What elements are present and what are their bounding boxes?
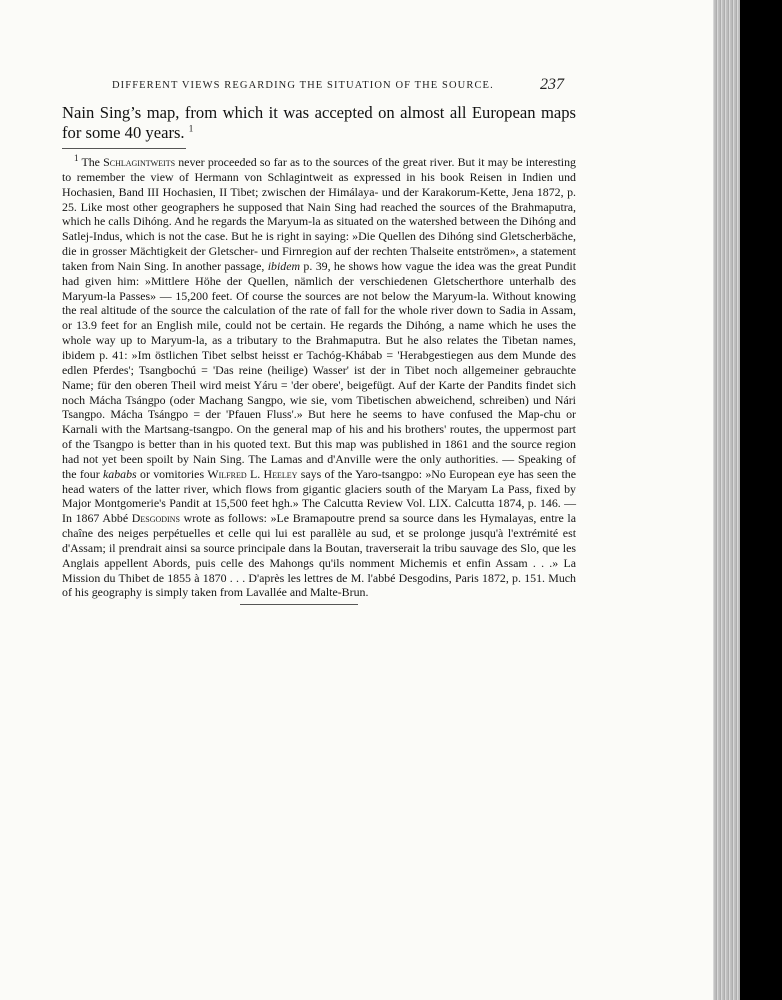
running-title: DIFFERENT VIEWS REGARDING THE SITUATION OF THE SOURCE.	[112, 80, 494, 91]
footnote-marker: 1	[74, 153, 79, 164]
footnote	[62, 155, 576, 600]
footnote-rule	[62, 148, 186, 149]
body-paragraph-text: Nain Sing’s map, from which it was accepted on almost all European maps for some 40 years.	[62, 103, 576, 142]
footnote-ibidem: ibidem	[267, 258, 301, 273]
footnote-author-desgodins: Desgodins	[131, 511, 180, 526]
footnote-text-part-5: wrote as follows: »Le Bramapoutre prend sa source dans les Hymalayas, entre la chaîne des neiges perpétuelles et celle qui lui est parallèle au sud, et se prolonge jusqu'à l'extrémité est d'Assam; il prendrait ainsi sa source principale dans la Boutan, traverserait la tribu sauvage des Slo, que les Anglais appellent Abords, puis celle des Mahongs qu'ils nomment Michemis et enfin Assam . . .» La Mission du Thibet de 1855 à 1870 . . . D'après les lettres de M. l'abbé Desgodins, Paris 1872, p. 151. Much of his geography is simply taken from Lavallée and Malte-Brun.	[62, 511, 576, 600]
footnote-text-part-1: never proceeded so far as to the sources of the great river. But it may be interesting to remember the view of Hermann von Schlagintweit as expressed in his book Reisen in Indien und Hochasien, Band III Hochasien, II Tibet; zwischen der Himálaya- und der Karakorum-Kette, Jena 1872, p. 25. Like most other geographers he supposed that Nain Sing had reached the sources of the Brahmaputra, which he calls Dihóng. And he regards the Maryum-la as situated on the watershed between the Dihóng and Satlej-Indus, which is not the case. But he is right in saying: »Die Quellen des Dihóng sind Gletscherbäche, die in grosser Mächtigkeit der Gletscher- und Firnregion auf der rechten Thalseite entströmen», a statement taken from Nain Sing. In another passage,	[62, 155, 576, 273]
footnote-text-part-3: or vomitories	[136, 466, 208, 481]
footnote-reference: 1	[188, 123, 194, 134]
page-number: 237	[540, 76, 564, 93]
footnote-author-heeley: Wilfred L. Heeley	[207, 466, 298, 481]
section-end-rule	[240, 604, 358, 605]
body-paragraph	[62, 103, 576, 143]
footnote-kababs: kababs	[102, 466, 137, 481]
footnote-paragraph: $^1$ The Schlagintweits never proceeded so far as to the sources of the great river. But it may be interesting to remember the view of Hermann von Schlagintweit as expressed in his book Reisen in Indien und Hochasien, Band III Hochasien, II Tibet; zwischen der Himálaya- und der Karakorum-Kette, Jena 1872, p. 25. Like most other geographers he supposed that Nain Sing had reached the sources of the Brahmaputra, which he calls Dihóng. And he regards the Maryum-la as situated on the watershed between the Dihóng and Satlej-Indus, which is not the case. But he is right in saying: »Die Quellen des Dihóng sind Gletscherbäche, die in grosser Mächtigkeit der Gletscher- und Firnregion auf der rechten Thalseite entströmen», a statement taken from Nain Sing. In another passage, ibidem p. 39, he shows how vague the idea was the great Pundit had given him: »Mittlere Höhe der Quellen, nämlich der verschiedenen Gletscherthore unterhalb des Maryum-la Passes» — 15,200 feet. Of course the sources are not below the Maryum-la. Without knowing the real altitude of the source the calculation of the rate of fall for the whole river down to Sadia in Assam, or 13.9 feet for an English mile, could not be certain. He regards the Dihóng, a name which he uses the whole way up to Maryum-la, as a tributary to the Brahmaputra. But he also relates the Tibetan names, ibidem p. 41: »Im östlichen Tibet selbst heisst er Tachóg-Khábab = 'Herabgestiegen aus dem Munde des edlen Pferdes'; Tsangbochú = 'Das reine (heilige) Wasser' ist der in Tibet noch allgemeiner gebrauchte Name; für den oberen Theil wird meist Yáru = 'der obere', beigefügt. Auf der Karte der Pandits findet sich noch Mácha Tsángpo (oder Machang Sangpo, wie sie, vom Tibetischen abweichend, schreiben) und Nári Tsangpo. Mácha Tsángpo = der 'Pfauen Fluss'.» But here he seems to have confused the Map-chu or Karnali with the Martsang-tsangpo. On the general map of his and his brothers' routes, the uppermost part of the Tsangpo is better than in his quoted text. But this map was published in 1861 and the source region had not yet been spoilt by Nain Sing. The Lamas and d'Anville were the only authorities. — Speaking of the four kababs or vomitories Wilfred L. Heeley says of the Yaro-tsangpo: »No European eye has seen the head waters of the latter river, which flows from gigantic glaciers south of the Maryam La Pass, fixed by Major Montgomerie's Pandit at 15,500 feet hgh.» The Calcutta Review Vol. LIX. Calcutta 1874, p. 146. — In 1867 Abbé Desgodins wrote as follows: »Le Bramapoutre prend sa source dans les Hymalayas, entre la chaîne des neiges perpétuelles et celle qui lui est parallèle au sud, et se prolonge jusqu'à l'extrémité est d'Assam; il prendrait ainsi sa source principale dans la Boutan, traverserait la tribu sauvage des Slo, que les Anglais appellent Abords, puis celle des Mahongs qu'ils nomment Michemis et enfin Assam . . .» La Mission du Thibet de 1855 à 1870 . . . D'après les lettres de M. l'abbé Desgodins, Paris 1872, p. 151. Much of his geography is simply taken from Lavallée and Malte-Brun.	[62, 153, 577, 600]
footnote-text-part-2: p. 39, he shows how vague the idea was the great Pundit had given him: »Mittlere Höhe der Quellen, nämlich der verschiedenen Gletscherthore unterhalb des Maryum-la Passes» — 15,200 feet. Of course the sources are not below the Maryum-la. Without knowing the real altitude of the source the calculation of the rate of fall for the whole river down to Sadia in Assam, or 13.9 feet for an English mile, could not be certain. He regards the Dihóng, a name which he uses the whole way up to Maryum-la, as a tributary to the Brahmaputra. But he also relates the Tibetan names, ibidem p. 41: »Im östlichen Tibet selbst heisst er Tachóg-Khábab = 'Herabgestiegen aus dem Munde des edlen Pferdes'; Tsangbochú = 'Das reine (heilige) Wasser' ist der in Tibet noch allgemeiner gebrauchte Name; für den oberen Theil wird meist Yáru = 'der obere', beigefügt. Auf der Karte der Pandits findet sich noch Mácha Tsángpo (oder Machang Sangpo, wie sie, vom Tibetischen abweichend, schreiben) und Nári Tsangpo. Mácha Tsángpo = der 'Pfauen Fluss'.» But here he seems to have confused the Map-chu or Karnali with the Martsang-tsangpo. On the general map of his and his brothers' routes, the uppermost part of the Tsangpo is better than in his quoted text. But this map was published in 1861 and the source region had not yet been spoilt by Nain Sing. The Lamas and d'Anville were the only authorities. — Speaking of the four	[62, 258, 577, 481]
footnote-text-part-4: says of the Yaro-tsangpo: »No European eye has seen the head waters of the latter river, which flows from gigantic glaciers south of the Maryam La Pass, fixed by Major Montgomerie's Pandit at 15,500 feet hgh.» The Calcutta Review Vol. LIX. Calcutta 1874, p. 146. — In 1867 Abbé	[62, 466, 576, 526]
footnote-author-schlagintweits: Schlagintweits	[103, 155, 176, 169]
scan-border	[740, 0, 782, 1000]
